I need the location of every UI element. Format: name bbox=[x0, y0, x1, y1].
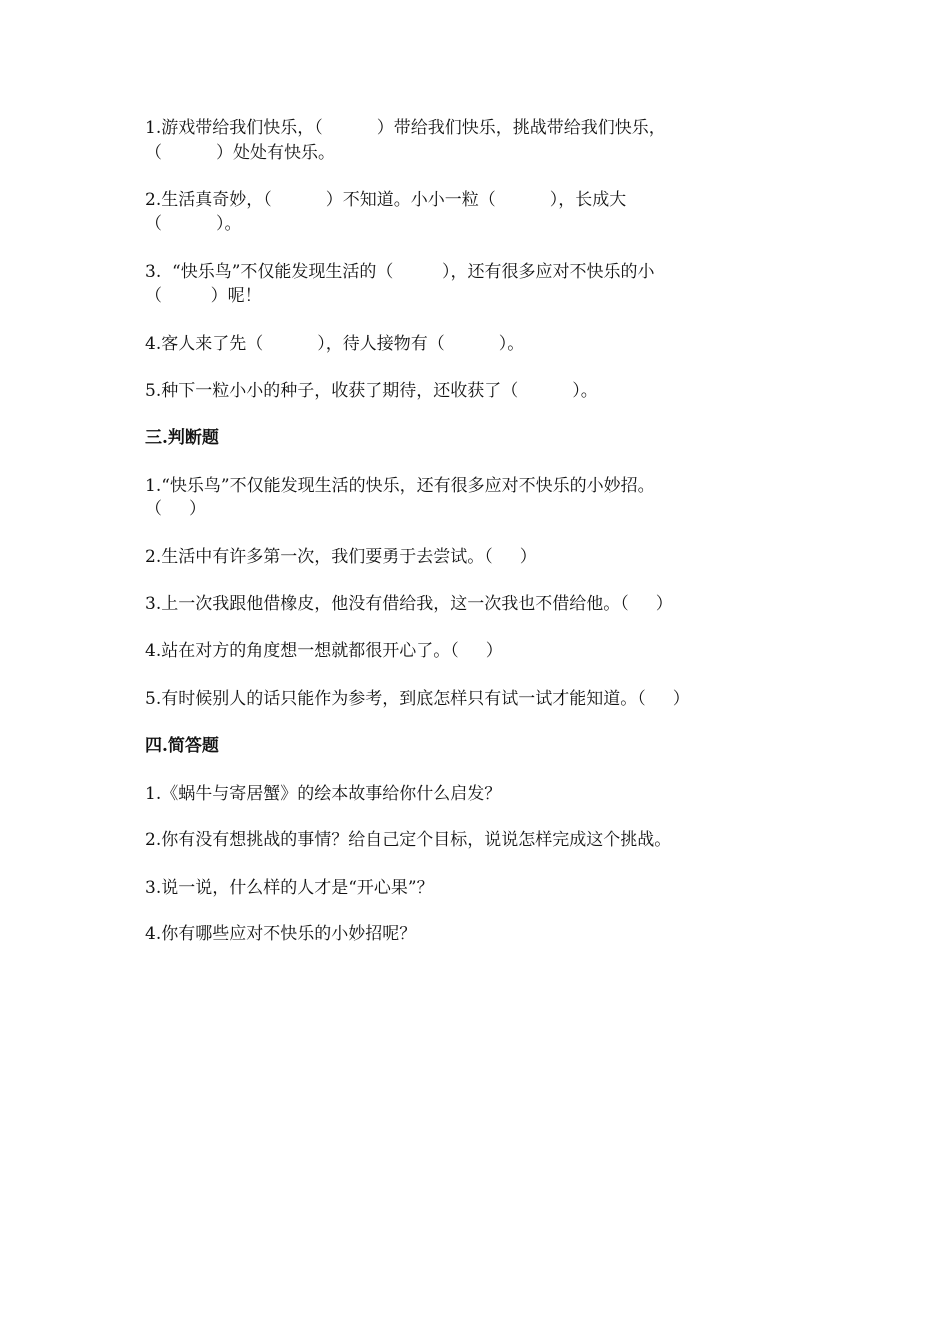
judgment-q2: 2.生活中有许多第一次，我们要勇于去尝试。（ ） bbox=[145, 547, 537, 567]
judgment-q1-line1: 1.“快乐鸟”不仅能发现生活的快乐，还有很多应对不快乐的小妙招。 bbox=[145, 476, 655, 496]
short-answer-q4: 4.你有哪些应对不快乐的小妙招呢？ bbox=[145, 924, 417, 944]
short-answer-heading: 四.简答题 bbox=[145, 736, 219, 756]
judgment-q4: 4.站在对方的角度想一想就都很开心了。（ ） bbox=[145, 641, 503, 661]
fill-in-q2-line2: （ ）。 bbox=[145, 214, 242, 234]
judgment-q3: 3.上一次我跟他借橡皮，他没有借给我，这一次我也不借给他。（ ） bbox=[145, 594, 673, 614]
fill-in-q3-line2: （ ）呢！ bbox=[145, 286, 262, 306]
fill-in-q5: 5.种下一粒小小的种子，收获了期待，还收获了（ ）。 bbox=[145, 381, 598, 401]
fill-in-q3-line1: 3. “快乐鸟”不仅能发现生活的（ ），还有很多应对不快乐的小 bbox=[145, 262, 655, 282]
judgment-q1-line2: （ ） bbox=[145, 499, 207, 519]
judgment-heading: 三.判断题 bbox=[145, 428, 219, 448]
fill-in-q4: 4.客人来了先（ ），待人接物有（ ）。 bbox=[145, 334, 525, 354]
short-answer-q2: 2.你有没有想挑战的事情？给自己定个目标，说说怎样完成这个挑战。 bbox=[145, 830, 672, 850]
fill-in-q1-line2: （ ）处处有快乐。 bbox=[145, 143, 336, 163]
fill-in-q2-line1: 2.生活真奇妙，（ ）不知道。小小一粒（ ），长成大 bbox=[145, 190, 627, 210]
short-answer-q1: 1.《蜗牛与寄居蟹》的绘本故事给你什么启发？ bbox=[145, 784, 502, 804]
judgment-q5: 5.有时候别人的话只能作为参考，到底怎样只有试一试才能知道。（ ） bbox=[145, 689, 690, 709]
fill-in-q1-line1: 1.游戏带给我们快乐，（ ）带给我们快乐，挑战带给我们快乐， bbox=[145, 118, 666, 138]
short-answer-q3: 3.说一说，什么样的人才是“开心果”？ bbox=[145, 878, 434, 898]
